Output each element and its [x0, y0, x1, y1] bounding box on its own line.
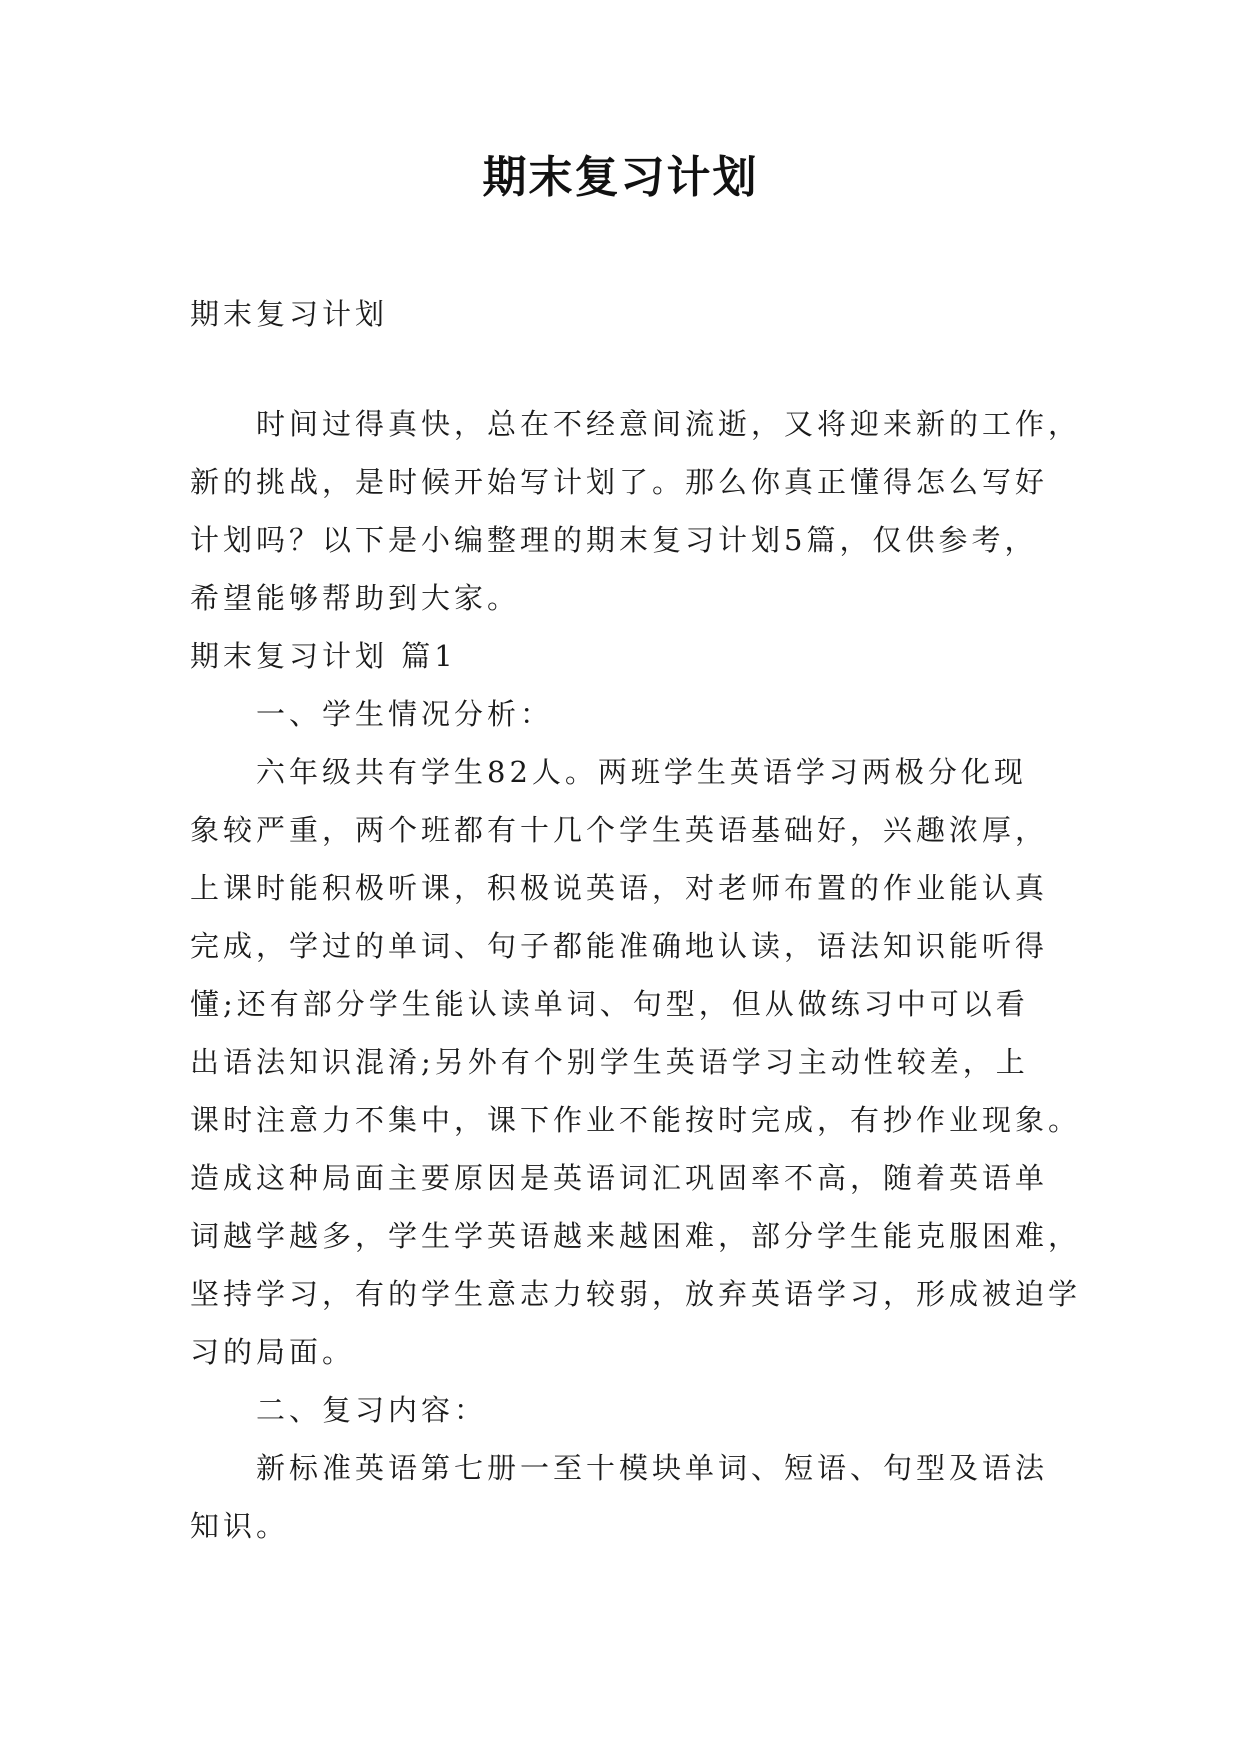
- part2-line-2: 知识。: [190, 1509, 290, 1543]
- document-body: [190, 285, 1082, 1555]
- part2-heading: 二、复习内容：: [256, 1393, 488, 1427]
- part1-line-1: 六年级共有学生82人。两班学生英语学习两极分化现: [256, 755, 1027, 789]
- intro-line-3: 计划吗？以下是小编整理的期末复习计划5篇，仅供参考，: [190, 523, 1038, 557]
- part1-line-9: 词越学越多，学生学英语越来越困难，部分学生能克服困难，: [190, 1219, 1082, 1253]
- part1-line-11: 习的局面。: [190, 1335, 356, 1369]
- document-subtitle: 期末复习计划: [190, 297, 389, 331]
- section-heading: 期末复习计划 篇1: [190, 639, 457, 673]
- part1-line-10: 坚持学习，有的学生意志力较弱，放弃英语学习，形成被迫学: [190, 1277, 1082, 1311]
- part1-line-8: 造成这种局面主要原因是英语词汇巩固率不高，随着英语单: [190, 1161, 1049, 1195]
- part1-line-7: 课时注意力不集中，课下作业不能按时完成，有抄作业现象。: [190, 1103, 1082, 1137]
- spacer: [190, 343, 1050, 395]
- part1-heading: 一、学生情况分析：: [256, 697, 554, 731]
- part1-line-4: 完成，学过的单词、句子都能准确地认读，语法知识能听得: [190, 929, 1049, 963]
- part1-line-6: 出语法知识混淆;另外有个别学生英语学习主动性较差，上: [190, 1045, 1029, 1079]
- part1-line-5: 懂;还有部分学生能认读单词、句型，但从做练习中可以看: [190, 987, 1029, 1021]
- part1-line-2: 象较严重，两个班都有十几个学生英语基础好，兴趣浓厚，: [190, 813, 1049, 847]
- intro-line-1: 时间过得真快，总在不经意间流逝，又将迎来新的工作，: [256, 407, 1082, 441]
- part2-line-1: 新标准英语第七册一至十模块单词、短语、句型及语法: [256, 1451, 1049, 1485]
- part1-line-3: 上课时能积极听课，积极说英语，对老师布置的作业能认真: [190, 871, 1049, 905]
- intro-line-4: 希望能够帮助到大家。: [190, 581, 521, 615]
- document-title: 期末复习计划: [482, 152, 759, 203]
- intro-line-2: 新的挑战，是时候开始写计划了。那么你真正懂得怎么写好: [190, 465, 1049, 499]
